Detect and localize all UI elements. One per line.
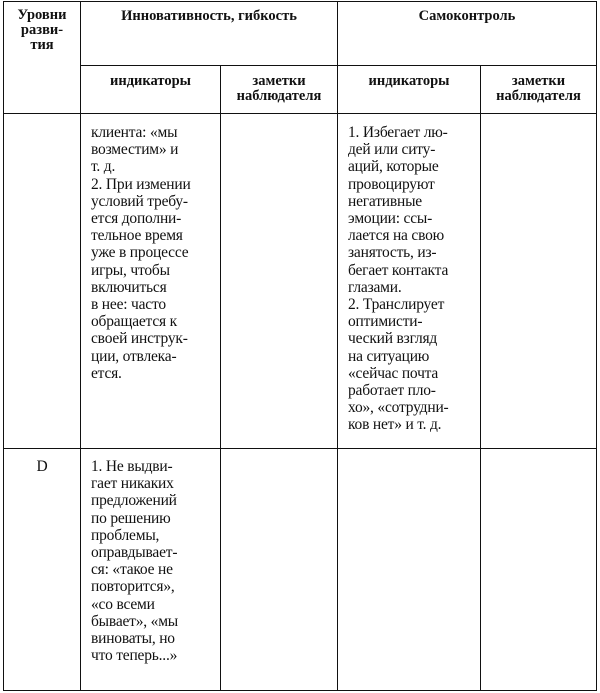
indicator-line: предложений	[91, 492, 177, 510]
indicator-line: повторится»,	[91, 578, 175, 596]
indicator-line: бегает контакта	[348, 261, 449, 279]
indicator-line: включиться	[91, 278, 167, 296]
indicator-line: ется дополни-	[91, 210, 182, 228]
indicator-line: занятость, из-	[348, 244, 437, 262]
self-notes-subheader-line: заметки	[511, 73, 566, 89]
innov-indicators-subheader	[81, 74, 220, 89]
grid-line	[3, 113, 597, 114]
innovativeness-header	[81, 9, 337, 24]
self-notes-subheader-line: наблюдателя	[496, 88, 581, 104]
innov-notes-subheader-line: заметки	[252, 73, 306, 89]
innov-notes-subheader-line: наблюдателя	[236, 88, 322, 104]
self-control-header	[338, 9, 596, 24]
row1-innov-indicators	[91, 124, 219, 382]
indicator-line: виноваты, но	[91, 630, 175, 648]
indicator-line: по решению	[91, 509, 171, 527]
row1-self-indicators	[348, 124, 479, 434]
self-control-header-text: Самоконтроль	[418, 8, 516, 24]
indicator-line: хо», «сотрудни-	[348, 399, 449, 417]
levels-header-line: тия	[30, 37, 54, 53]
indicator-line: клиента: «мы	[91, 124, 178, 141]
indicator-line: ся: «такое не	[91, 561, 173, 579]
indicator-line: проблемы,	[91, 526, 160, 544]
row2-level: D	[36, 458, 48, 475]
indicator-line: ции, отвлека-	[91, 347, 177, 365]
indicator-line: своей инструк-	[91, 330, 188, 348]
grid-line	[3, 1, 4, 691]
indicator-line: глазами.	[348, 278, 402, 296]
indicator-line: 1. Не выдви-	[91, 458, 173, 475]
indicator-line: оптимисти-	[348, 313, 423, 331]
indicator-line: 1. Избегает лю-	[348, 124, 448, 141]
indicator-line: «сейчас почта	[348, 364, 439, 382]
indicator-line: оправдывает-	[91, 544, 178, 562]
grid-line	[3, 690, 597, 691]
indicator-line: гает никаких	[91, 475, 174, 493]
indicator-line: ческий взгляд	[348, 330, 438, 348]
indicator-line: лается на свою	[348, 227, 445, 245]
self-indicators-subheader	[338, 74, 480, 89]
indicator-line: «со всеми	[91, 595, 155, 613]
indicator-line: негативные	[348, 192, 422, 210]
indicator-line: 2. Транслирует	[348, 296, 445, 314]
innov-notes-subheader	[221, 74, 337, 104]
self-indicators-subheader-text: индикаторы	[368, 73, 450, 89]
indicator-line: игры, чтобы	[91, 261, 170, 279]
indicator-line: на ситуацию	[348, 347, 430, 365]
grid-line	[220, 65, 221, 691]
indicator-line: дей или ситу-	[348, 141, 436, 159]
indicator-line: ется.	[91, 364, 122, 382]
indicator-line: эмоции: ссы-	[348, 210, 433, 228]
innov-indicators-subheader-text: индикаторы	[110, 73, 191, 89]
levels-header-line: Уровни	[17, 7, 67, 23]
grid-line	[3, 448, 597, 449]
indicator-line: аций, которые	[348, 158, 439, 176]
indicator-line: работает пло-	[348, 382, 436, 400]
self-notes-subheader	[481, 74, 596, 104]
indicator-line: в нее: часто	[91, 296, 166, 314]
indicator-line: что теперь...»	[91, 647, 178, 665]
grid-line	[596, 1, 597, 691]
row2-innov-indicators	[91, 458, 219, 664]
indicator-line: т. д.	[91, 158, 116, 176]
grid-line	[80, 1, 81, 691]
indicator-line: провоцируют	[348, 175, 435, 193]
grid-line	[480, 65, 481, 691]
grid-line	[80, 65, 597, 66]
indicator-line: уже в процессе	[91, 244, 189, 262]
indicator-line: бывает», «мы	[91, 612, 179, 630]
levels-header-line: разви-	[20, 22, 64, 38]
grid-line	[3, 1, 597, 2]
indicator-line: ков нет» и т. д.	[348, 416, 442, 434]
levels-header	[4, 8, 80, 53]
indicator-line: 2. При измении	[91, 175, 191, 193]
grid-line	[337, 1, 338, 691]
indicator-line: возместим» и	[91, 141, 179, 159]
indicator-line: условий требу-	[91, 192, 188, 210]
innovativeness-header-text: Инновативность, гибкость	[121, 8, 297, 24]
indicator-line: обращается к	[91, 313, 177, 331]
indicator-line: тельное время	[91, 227, 183, 245]
